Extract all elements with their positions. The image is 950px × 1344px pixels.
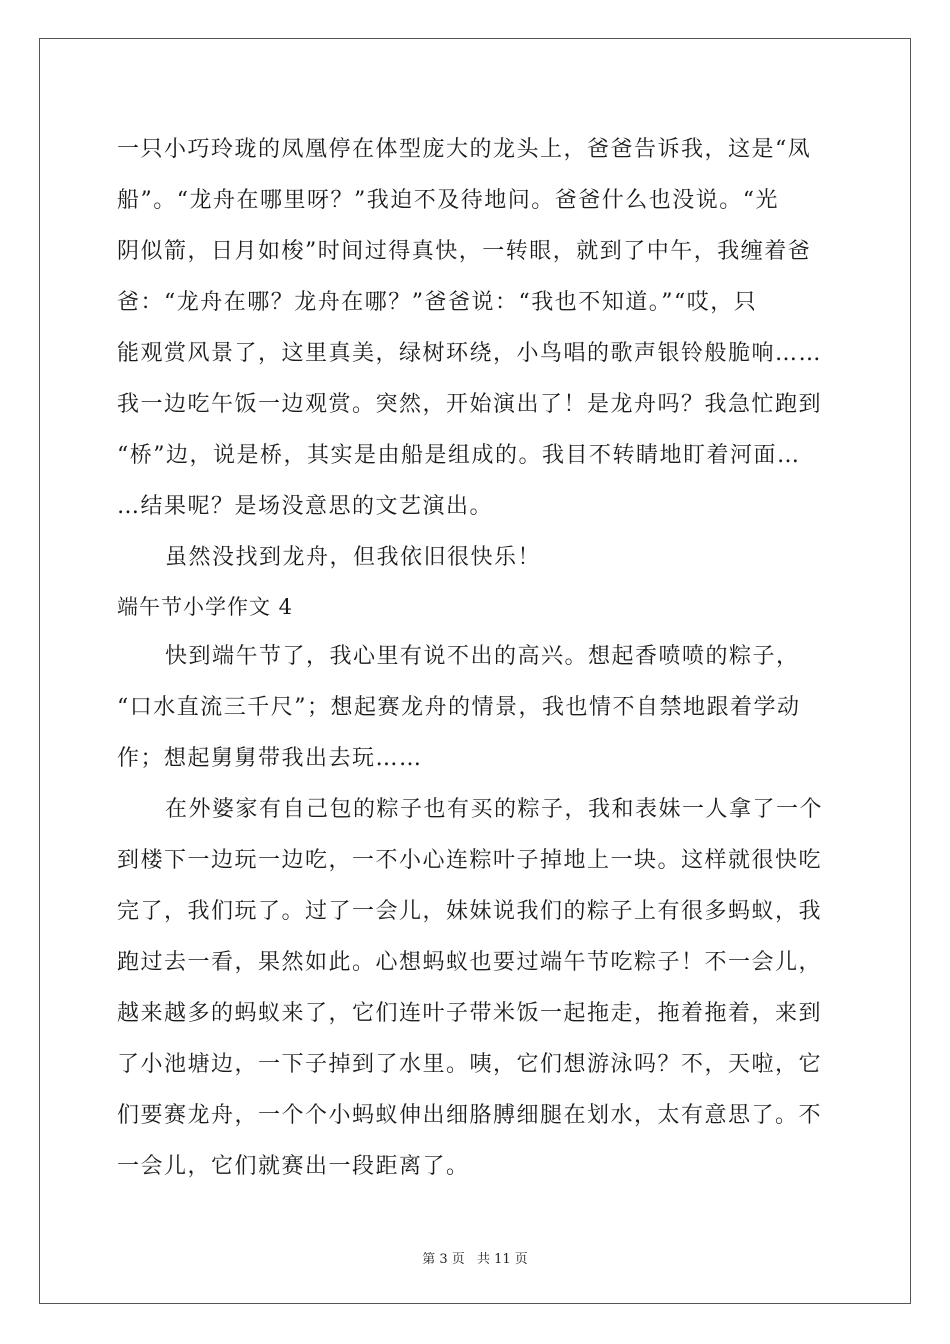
section-heading: 端午节小学作文 4 [117, 595, 294, 619]
text-line: 完了，我们玩了。过了一会儿，妹妹说我们的粽子上有很多蚂蚁，我 [117, 899, 823, 924]
text-line: “口水直流三千尺”；想起赛龙舟的情景，我也情不自禁地跟着学动 [117, 695, 801, 720]
text-line: 越来越多的蚂蚁来了，它们连叶子带米饭一起拖走，拖着拖着，来到 [117, 1001, 823, 1026]
text-line: 作；想起舅舅带我出去玩…… [117, 746, 423, 771]
text-line: 能观赏风景了，这里真美，绿树环绕，小鸟唱的歌声银铃般脆响…… [117, 341, 823, 366]
text-line: 们要赛龙舟，一个个小蚂蚁伸出细胳膊细腿在划水，太有意思了。不 [117, 1103, 823, 1128]
text-line: 在外婆家有自己包的粽子也有买的粽子，我和表妹一人拿了一个 [165, 797, 824, 822]
text-line: 到楼下一边玩一边吃，一不小心连粽叶子掉地上一块。这样就很快吃 [117, 848, 823, 873]
paragraph-3 [117, 631, 837, 784]
page-footer [0, 1248, 950, 1267]
text-line: 一会儿，它们就赛出一段距离了。 [117, 1154, 470, 1179]
paragraph-4 [117, 784, 837, 1192]
text-line: 船”。“龙舟在哪里呀？”我迫不及待地问。爸爸什么也没说。“光 [117, 188, 779, 213]
text-line: …结果呢？是场没意思的文艺演出。 [117, 494, 494, 519]
text-line: 跑过去一看，果然如此。心想蚂蚁也要过端午节吃粽子！不一会儿， [117, 950, 823, 975]
text-line: 一只小巧玲珑的凤凰停在体型庞大的龙头上，爸爸告诉我，这是“凤 [117, 137, 812, 162]
paragraph-2: 虽然没找到龙舟，但我依旧很快乐！ [165, 545, 542, 570]
page-total: 共 11 页 [476, 1252, 528, 1267]
text-line: 我一边吃午饭一边观赏。突然，开始演出了！是龙舟吗？我急忙跑到 [117, 392, 823, 417]
document-body [117, 124, 837, 1192]
page-number: 第 3 页 [422, 1252, 465, 1267]
text-line: “桥”边，说是桥，其实是由船是组成的。我目不转睛地盯着河面… [117, 443, 801, 468]
text-line: 快到端午节了，我心里有说不出的高兴。想起香喷喷的粽子， [165, 644, 800, 669]
text-line: 了小池塘边，一下子掉到了水里。咦，它们想游泳吗？不，天啦，它 [117, 1052, 823, 1077]
text-line: 爸：“龙舟在哪？龙舟在哪？”爸爸说：“我也不知道。”“哎，只 [117, 290, 758, 315]
paragraph-1 [117, 124, 837, 532]
text-line: 阴似箭，日月如梭”时间过得真快，一转眼，就到了中午，我缠着爸 [117, 239, 812, 264]
